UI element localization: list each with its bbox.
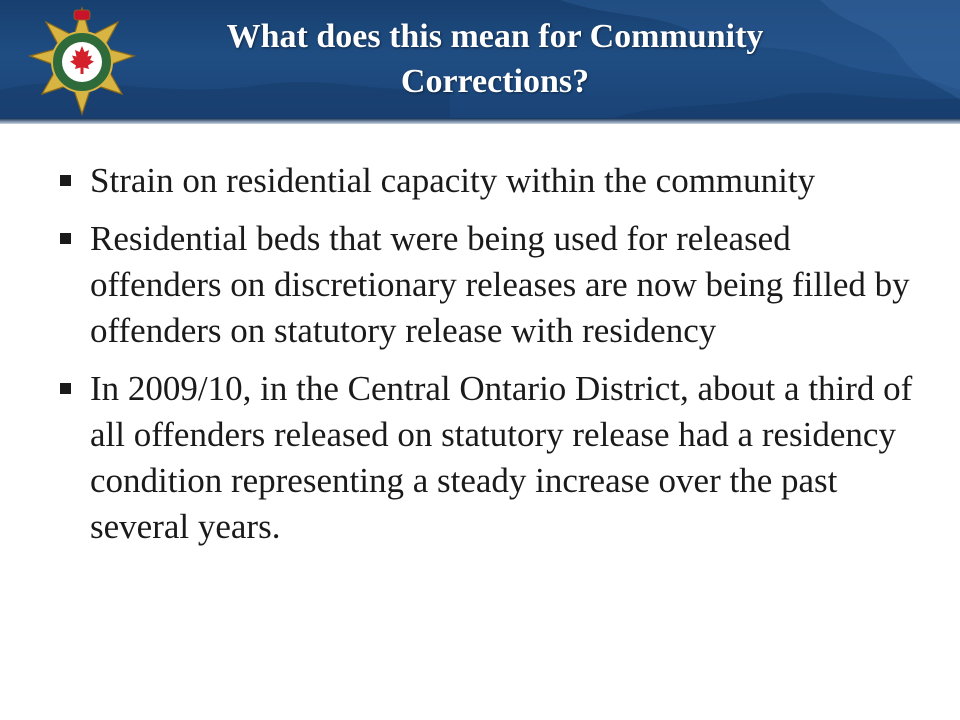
bullet-item [58, 366, 928, 550]
header-divider [0, 118, 960, 124]
bullet-item [58, 158, 928, 204]
csc-emblem-icon [26, 6, 138, 118]
bullet-list [58, 158, 928, 562]
crown-icon [74, 10, 90, 20]
header-band [0, 0, 960, 122]
square-bullet-icon [60, 383, 71, 394]
bullet-item [58, 216, 928, 354]
square-bullet-icon [60, 233, 71, 244]
bullet-text: Residential beds that were being used for released offenders on discretionary releases are now being filled by offenders on statutory release with residency [90, 219, 910, 350]
bullet-text: In 2009/10, in the Central Ontario District, about a third of all offenders released on statutory release had a residency condition representing a steady increase over the past several years. [90, 369, 913, 546]
square-bullet-icon [60, 175, 71, 186]
bullet-text: Strain on residential capacity within the community [90, 161, 816, 200]
slide-title: What does this mean for Community Corrections? [226, 18, 764, 100]
